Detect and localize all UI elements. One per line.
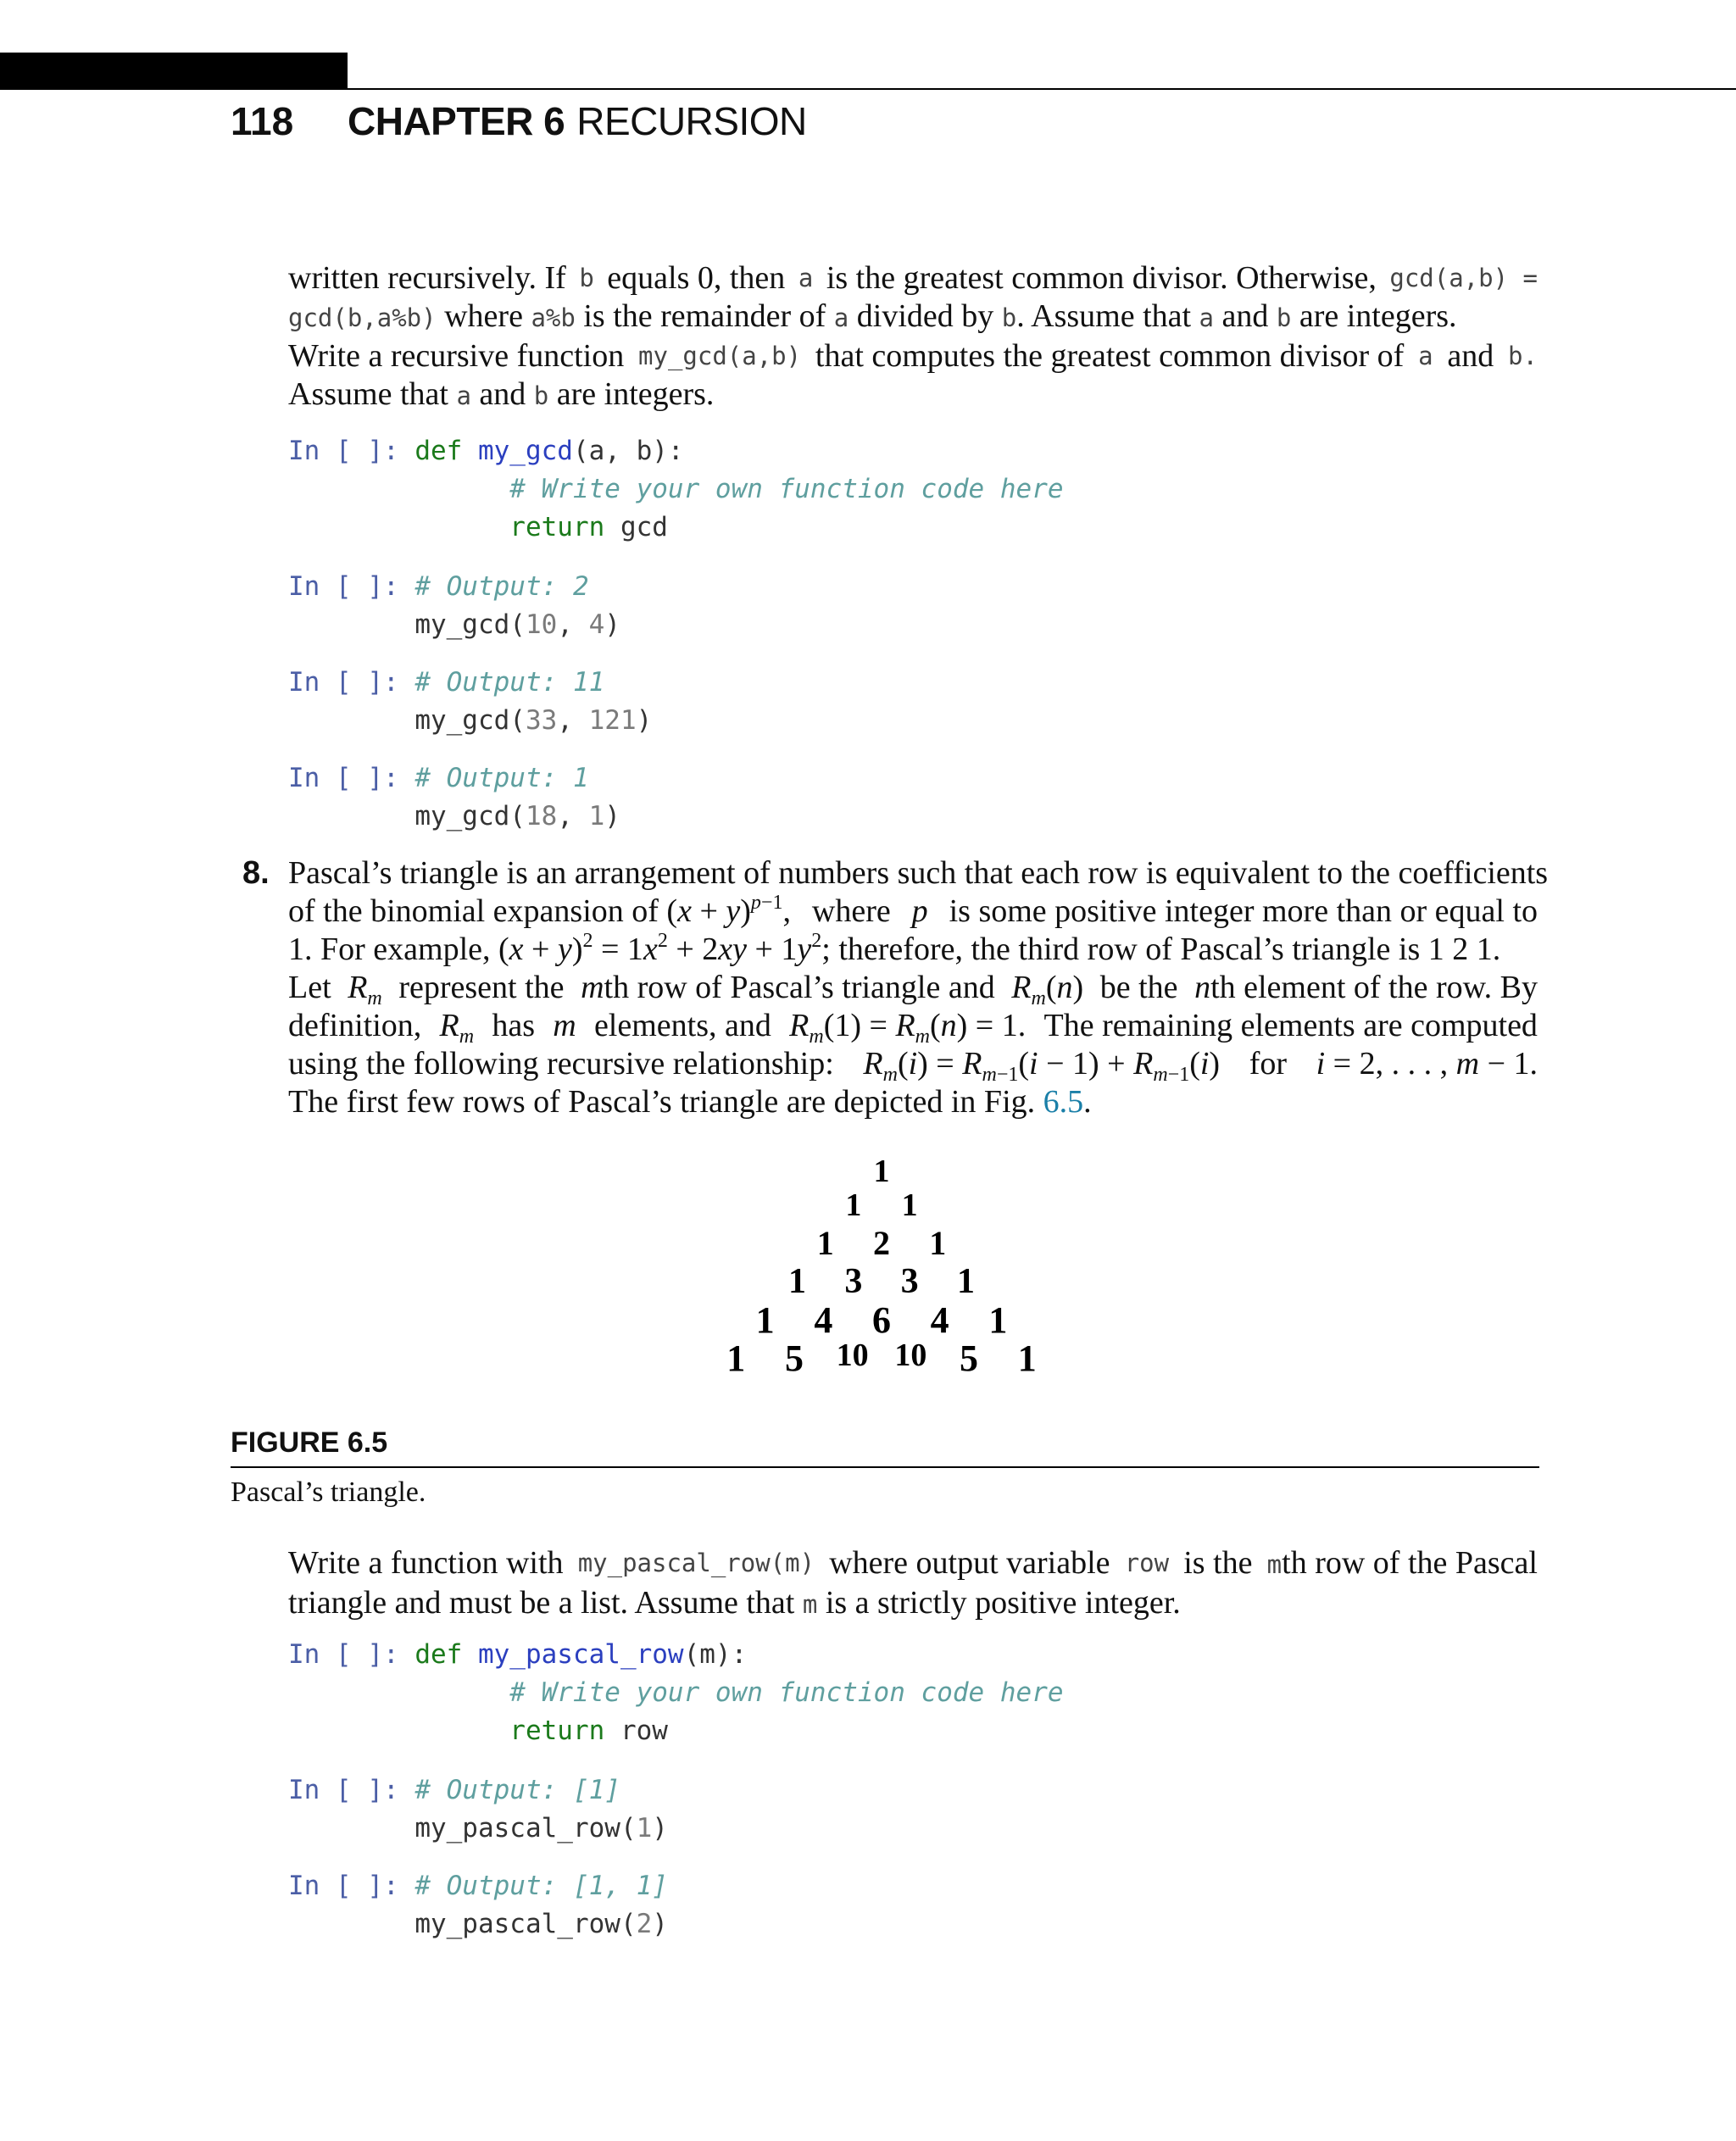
code-line <box>288 606 620 644</box>
figure-label: FIGURE 6.5 <box>231 1426 388 1459</box>
code-token: 121 <box>588 705 637 736</box>
cell-prompt: In [ ]: <box>288 1871 415 1901</box>
code-token: my_gcd( <box>415 705 526 736</box>
triangle-number: 10 <box>894 1337 927 1373</box>
cell-prompt: In [ ]: <box>288 667 415 698</box>
code-token: def <box>415 436 478 466</box>
triangle-number: 1 <box>956 1262 975 1301</box>
triangle-number: 4 <box>930 1299 949 1341</box>
chapter-title: RECURSION <box>576 99 807 143</box>
code-line <box>288 509 1064 547</box>
code-cell[interactable] <box>288 1636 1064 1750</box>
code-token: 33 <box>525 705 558 736</box>
code-cell[interactable] <box>288 1771 668 1848</box>
code-token: , <box>557 705 589 736</box>
pascal-line-6: using the following recursive relationship: $R_m(i) = R_{m-1}(i - 1) + R_{m-1}(i)$ for i = 2, . . . , m − 1. <box>288 1046 1538 1086</box>
code-token: return <box>415 512 605 542</box>
triangle-number: 1 <box>788 1262 807 1301</box>
code-token: return <box>415 1716 605 1746</box>
code-cell[interactable] <box>288 1867 668 1944</box>
gcd-intro-line-1: written recursively. If b equals 0, then a is the greatest common divisor. Otherwise, gcd(a,b) = <box>288 260 1538 296</box>
code-token: 10 <box>525 609 558 640</box>
figure-rule <box>231 1466 1539 1468</box>
code-token: 4 <box>588 609 605 640</box>
code-line <box>288 1905 668 1944</box>
triangle-number: 6 <box>872 1299 891 1341</box>
pascal-line-7: The first few rows of Pascal’s triangle are depicted in Fig. 6.5. <box>288 1084 1092 1120</box>
triangle-number: 4 <box>814 1299 833 1341</box>
code-token: my_gcd( <box>415 801 526 831</box>
code-token: ) <box>636 705 653 736</box>
code-token: gcd <box>604 512 668 542</box>
triangle-number: 1 <box>726 1337 746 1379</box>
gcd-intro-paragraph <box>288 259 1538 415</box>
code-cell[interactable] <box>288 759 620 836</box>
code-token: ) <box>652 1909 668 1939</box>
code-token: my_pascal_row( <box>415 1813 637 1843</box>
triangle-number: 1 <box>929 1224 947 1262</box>
code-token: # Output: 11 <box>415 667 605 698</box>
triangle-number: 1 <box>755 1299 775 1341</box>
code-token: , <box>557 801 589 831</box>
code-token: ) <box>652 1813 668 1843</box>
triangle-number: 1 <box>845 1187 862 1223</box>
triangle-number: 2 <box>873 1224 890 1262</box>
code-token: # Output: 1 <box>415 763 589 793</box>
triangle-number: 1 <box>988 1299 1008 1341</box>
code-line <box>288 1712 1064 1750</box>
gcd-intro-line-2: gcd(b,a%b) where a%b is the remainder of a divided by b. Assume that a and b are integers. <box>288 298 1457 334</box>
chapter-label: CHAPTER 6 <box>348 99 565 143</box>
triangle-number: 1 <box>873 1154 890 1189</box>
code-line <box>288 1867 668 1905</box>
pascal-line-5: definition, $R_m$ has m elements, and $R_m(1) = R_m(n) = 1$. The remaining elements are computed <box>288 1008 1538 1048</box>
code-line <box>288 568 620 606</box>
pascal-line-1: Pascal’s triangle is an arrangement of numbers such that each row is equivalent to the coefficients <box>288 855 1549 891</box>
code-token: my_pascal_row( <box>415 1909 637 1939</box>
code-cell[interactable] <box>288 568 620 644</box>
pascal-paragraph <box>288 854 1549 1121</box>
code-token: ) <box>604 609 620 640</box>
code-token: (m): <box>683 1639 748 1670</box>
cell-prompt: In [ ]: <box>288 571 415 602</box>
triangle-number: 3 <box>900 1262 919 1301</box>
code-cell[interactable] <box>288 664 652 740</box>
pascal-task-paragraph <box>288 1544 1538 1624</box>
task-line-1: Write a function with my_pascal_row(m) where output variable row is the mth row of the Pascal <box>288 1545 1538 1581</box>
code-token: 18 <box>525 801 558 831</box>
pascal-triangle-figure <box>695 1153 1068 1390</box>
cell-prompt: In [ ]: <box>288 1639 415 1670</box>
code-token: # Write your own function code here <box>415 1677 1064 1708</box>
code-token: , <box>557 609 589 640</box>
code-token: 1 <box>588 801 605 831</box>
code-line <box>288 1771 668 1810</box>
code-line <box>288 470 1064 509</box>
triangle-number: 10 <box>836 1337 869 1373</box>
triangle-number: 5 <box>960 1337 979 1379</box>
chapter-heading <box>348 92 807 151</box>
code-line <box>288 1674 1064 1712</box>
triangle-number: 1 <box>1017 1337 1037 1379</box>
code-token: # Write your own function code here <box>415 474 1064 504</box>
pascal-line-4: Let $R_m$ represent the mth row of Pascal’s triangle and $R_m(n)$ be the nth element of the row. By <box>288 970 1538 1009</box>
question-number: 8. <box>242 855 270 891</box>
code-token: 2 <box>636 1909 653 1939</box>
cell-prompt: In [ ]: <box>288 763 415 793</box>
code-token: my_gcd( <box>415 609 526 640</box>
code-token: my_pascal_row <box>477 1639 684 1670</box>
figure-caption: Pascal’s triangle. <box>231 1476 426 1508</box>
code-token: ) <box>604 801 620 831</box>
task-line-2: triangle and must be a list. Assume that m is a strictly positive integer. <box>288 1585 1181 1621</box>
code-token: # Output: [1, 1] <box>415 1871 668 1901</box>
code-line <box>288 432 1064 470</box>
code-line <box>288 664 652 702</box>
code-token: # Output: [1] <box>415 1775 620 1805</box>
header-rule <box>348 88 1736 90</box>
code-line <box>288 1636 1064 1674</box>
pascal-line-2: of the binomial expansion of $(x + y)^{p-1}$, where p is some positive integer more than or equal to <box>288 892 1538 929</box>
gcd-intro-line-3: Write a recursive function my_gcd(a,b) that computes the greatest common divisor of a and b. <box>288 338 1538 374</box>
code-token: def <box>415 1639 478 1670</box>
code-token: my_gcd <box>477 436 573 466</box>
code-line <box>288 1810 668 1848</box>
triangle-number: 1 <box>901 1187 918 1223</box>
cell-prompt: In [ ]: <box>288 1775 415 1805</box>
code-token: 1 <box>636 1813 653 1843</box>
code-line <box>288 759 620 798</box>
triangle-number: 5 <box>784 1337 804 1379</box>
triangle-number: 3 <box>844 1262 863 1301</box>
code-token: # Output: 2 <box>415 571 589 602</box>
figure-link[interactable]: 6.5 <box>1043 1084 1084 1120</box>
header-bar <box>0 53 348 90</box>
page-number: 118 <box>231 99 294 143</box>
triangle-number: 1 <box>816 1224 834 1262</box>
code-line <box>288 702 652 740</box>
pascal-line-3: 1. For example, $(x + y)^2 = 1x^2 + 2xy + 1y^2$; therefore, the third row of Pascal’s triangle is 1 2 1. <box>288 930 1501 967</box>
gcd-intro-line-4: Assume that a and b are integers. <box>288 376 715 412</box>
code-line <box>288 798 620 836</box>
code-token: row <box>604 1716 668 1746</box>
cell-prompt: In [ ]: <box>288 436 415 466</box>
code-token: (a, b): <box>572 436 684 466</box>
code-cell[interactable] <box>288 432 1064 547</box>
